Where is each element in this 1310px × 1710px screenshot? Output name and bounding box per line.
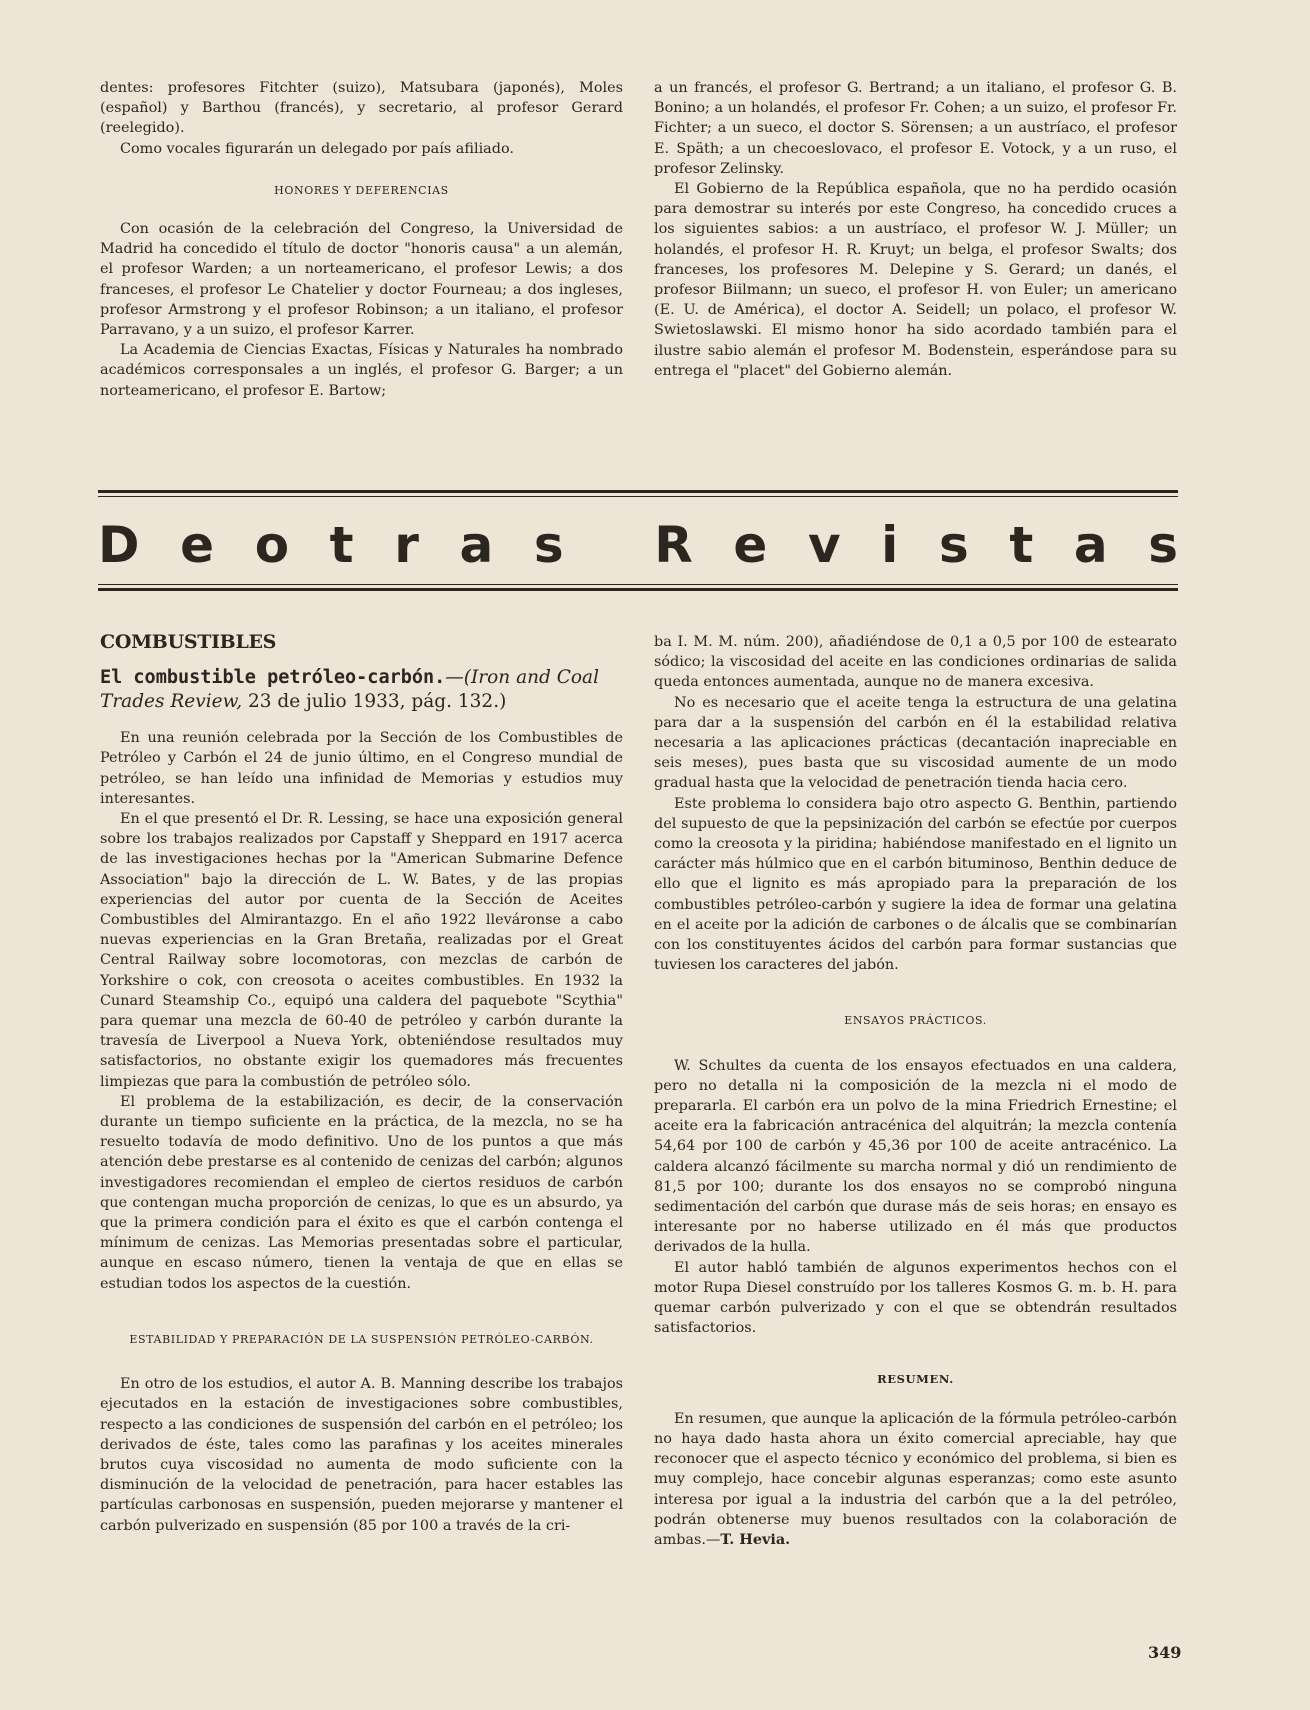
section-heading-ensayos: ENSAYOS PRÁCTICOS. xyxy=(844,1014,987,1028)
banner-letter: t xyxy=(329,516,354,574)
article-title-text: El combustible petróleo-carbón. xyxy=(100,667,446,689)
section-heading-estabilidad: ESTABILIDAD Y PREPARACIÓN DE LA SUSPENSIÓN PETRÓLEO-CARBÓN. xyxy=(129,1332,594,1346)
section-heading-resumen: RESUMEN. xyxy=(877,1371,954,1386)
banner-top-rules xyxy=(98,490,1178,497)
paragraph: No es necesario que el aceite tenga la estructura de una gelatina para dar a la suspensión del carbón en él la estabilidad relativa necesaria a las aplicaciones prácticas (decantación inapreciable en seis meses), pues basta que su viscosidad aumente de un modo gradual hasta que la velocidad de penetración tienda hacia cero. xyxy=(654,694,1177,792)
paragraph: La Academia de Ciencias Exactas, Físicas y Naturales ha nombrado académicos corresponsales a un inglés, el profesor G. Barger; a un norteamericano, el profesor E. Bartow; xyxy=(100,342,623,399)
paragraph: dentes: profesores Fitchter (suizo), Matsubara (japonés), Moles (español) y Barthou (francés), y secretario, al profesor Gerard (reelegido). xyxy=(100,80,623,137)
paragraph: En una reunión celebrada por la Sección de los Combustibles de Petróleo y Carbón el 24 de junio último, en el Congreso mundial de petróleo, se han leído una infinidad de Memorias y estudios muy interesantes. xyxy=(100,730,623,807)
banner-letter: e xyxy=(180,516,215,574)
paragraph: Como vocales figurarán un delegado por país afiliado. xyxy=(120,140,514,157)
paragraph: En el que presentó el Dr. R. Lessing, se hace una exposición general sobre los trabajos realizados por Capstaff y Sheppard en 1917 acerca de las investigaciones hechas por la "American Submarine Defence Association" bajo la dirección de L. W. Bates, y de las propias experiencias del autor por cuenta de la Sección de Aceites Combustibles del Almirantazgo. En el año 1922 lleváronse a cabo nuevas experiencias en la Gran Bretaña, realizadas por el Great Central Railway sobre locomotoras, con mezclas de carbón de Yorkshire o cok, con creosota o aceites combustibles. En 1932 la Cunard Steamship Co., equipó una caldera del paquebote "Scythia" para quemar una mezcla de 60-40 de petróleo y carbón durante la travesía de Liverpool a Nueva York, obteniéndose resultados muy satisfactorios, no obstante exigir los quemadores más frecuentes limpiezas que para la combustión de petróleo sólo. xyxy=(100,811,623,1090)
article-title xyxy=(100,666,623,714)
paragraph: El autor habló también de algunos experimentos hechos con el motor Rupa Diesel construído por los talleres Kosmos G. m. b. H. para quemar carbón pulverizado y con el que se obtendrán resultados satisfactorios. xyxy=(654,1259,1177,1337)
author-signature: T. Hevia. xyxy=(720,1530,791,1548)
top-left-column xyxy=(100,78,623,401)
banner-letter: r xyxy=(394,516,419,574)
banner-letter: a xyxy=(1073,516,1108,574)
paragraph: ba I. M. M. núm. 200), añadiéndose de 0,1 a 0,5 por 100 de estearato sódico; la viscosidad del aceite en las condiciones ordinarias de salida queda entonces aumentada, aunque no de manera excesiva. xyxy=(654,634,1177,691)
section-heading-honores: HONORES Y DEFERENCIAS xyxy=(274,183,449,197)
banner-letter: e xyxy=(733,516,768,574)
paragraph: El problema de la estabilización, es decir, de la conservación durante un tiempo suficiente en la práctica, de la mezcla, no se ha resuelto todavía de modo definitivo. Uno de los puntos a que más atención debe prestarse es al contenido de cenizas del carbón; algunos investigadores recomiendan el empleo de ciertos residuos de carbón que contengan mucha proporción de cenizas, lo que es un absurdo, ya que la primera condición para el éxito es que el carbón contenga el mínimum de cenizas. Las Memorias presentadas sobre el particular, aunque en escaso número, tienen la ventaja de que en ellas se estudian todos los aspectos de la cuestión. xyxy=(100,1093,623,1292)
article-source: —(Iron and Coal Trades Review, xyxy=(100,667,599,713)
banner-letter: i xyxy=(881,516,899,574)
banner-letter: v xyxy=(807,516,841,574)
article-right-column xyxy=(654,632,1177,1550)
page-number: 349 xyxy=(1148,1643,1182,1662)
banner-letter: o xyxy=(254,516,290,574)
banner-letter: a xyxy=(459,516,494,574)
paragraph: Con ocasión de la celebración del Congreso, la Universidad de Madrid ha concedido el título de doctor "honoris causa" a un alemán, el profesor Warden; a un norteamericano, el profesor Lewis; a dos franceses, el profesor Le Chatelier y doctor Fourneau; a dos ingleses, profesor Armstrong y el profesor Robinson; a un italiano, el profesor Parravano, y a un suizo, el profesor Karrer. xyxy=(100,221,623,339)
paragraph: Este problema lo considera bajo otro aspecto G. Benthin, partiendo del supuesto de que la pepsinización del carbón se efectúe por cuerpos como la creosota y la piridina; habiéndose manifestado en el lignito un carácter más húlmico que en el carbón bituminoso, Benthin deduce de ello que el lignito es más apropiado para la preparación de los combustibles petróleo-carbón y sugiere la idea de formar una gelatina en el aceite por la adición de carbones o de álcalis que se combinarían con los constituyentes ácidos del carbón para formar sustancias que tuviesen los caracteres del jabón. xyxy=(654,795,1177,974)
banner-letter: s xyxy=(533,516,564,574)
topic-heading: COMBUSTIBLES xyxy=(100,631,277,653)
article-left-column xyxy=(100,632,623,1536)
banner-letter: R xyxy=(654,516,693,574)
paragraph: a un francés, el profesor G. Bertrand; a un italiano, el profesor G. B. Bonino; a un holandés, el profesor Fr. Cohen; a un suizo, el profesor Fr. Fichter; a un sueco, el doctor S. Sörensen; a un austríaco, el profesor E. Späth; a un checoeslovaco, el profesor E. Votock, y a un ruso, el profesor Zelinsky. xyxy=(654,80,1177,177)
banner-letter: D xyxy=(98,516,140,574)
banner-letter: s xyxy=(1148,516,1178,574)
paragraph-resumen xyxy=(654,1409,1177,1550)
banner-bottom-rules xyxy=(98,584,1178,591)
top-right-column xyxy=(654,78,1177,381)
article-source-date: 23 de julio 1933, pág. 132.) xyxy=(242,691,507,713)
paragraph: El Gobierno de la República española, que no ha perdido ocasión para demostrar su interés por este Congreso, ha concedido cruces a los siguientes sabios: a un austríaco, el profesor W. J. Müller; un holandés, el profesor H. R. Kruyt; un belga, el profesor Swalts; dos franceses, los profesores M. Delepine y S. Gerard; un danés, el profesor Biilmann; un sueco, el profesor H. von Euler; un americano (E. U. de América), el doctor A. Seidell; un polaco, el profesor W. Swietoslawski. El mismo honor ha sido acordado también para el ilustre sabio alemán el profesor M. Bodenstein, esperándose para su entrega el "placet" del Gobierno alemán. xyxy=(654,181,1177,379)
section-banner xyxy=(98,510,1178,580)
banner-letter: t xyxy=(1009,516,1034,574)
paragraph: W. Schultes da cuenta de los ensayos efectuados en una caldera, pero no detalla ni la composición de la mezcla ni el modo de prepararla. El carbón era un polvo de la mina Friedrich Ernestine; el aceite era la fabricación antracénica del alquitrán; la mezcla contenía 54,64 por 100 de carbón y 45,36 por 100 de aceite antracénico. La caldera alcanzó fácilmente su marcha normal y dió un rendimiento de 81,5 por 100; durante los dos ensayos no se comprobó ninguna sedimentación del carbón que durase más de seis horas; en ensayo es interesante por no haberse utilizado en él más que productos derivados de la hulla. xyxy=(654,1057,1177,1256)
paragraph: En otro de los estudios, el autor A. B. Manning describe los trabajos ejecutados en la estación de investigaciones sobre combustibles, respecto a las condiciones de suspensión del carbón en el petróleo; los derivados de éste, tales como las parafinas y los aceites minerales brutos cuya viscosidad no aumenta de modo suficiente con la disminución de la velocidad de penetración, para hacer estables las partículas carbonosas en suspensión, pueden mejorarse y mantener el carbón pulverizado en suspensión (85 por 100 a través de la cri- xyxy=(100,1376,623,1534)
banner-letter: s xyxy=(938,516,969,574)
resumen-text: En resumen, que aunque la aplicación de la fórmula petróleo-carbón no haya dado hasta ahora un éxito comercial apreciable, hay que reconocer que el aspecto técnico y económico del problema, si bien es muy complejo, hace concebir algunas esperanzas; como este asunto interesa por igual a la industria del carbón que a la del petróleo, podrán obtenerse muy buenos resultados con la colaboración de ambas.— xyxy=(654,1410,1177,1548)
